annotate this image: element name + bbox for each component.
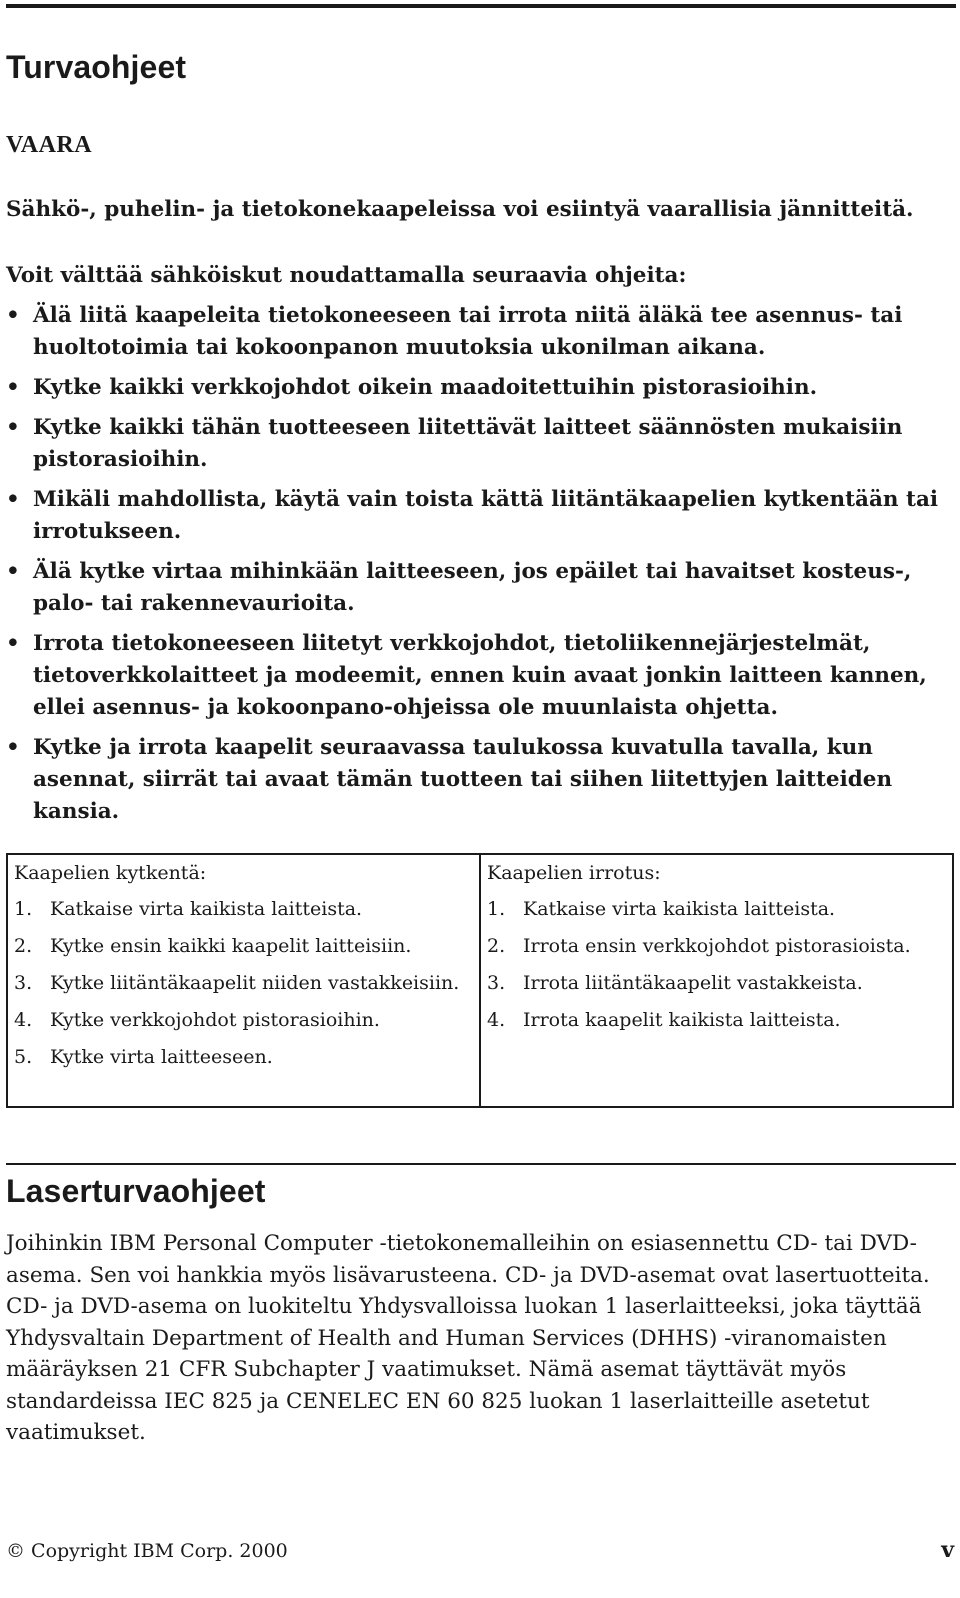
cable-table [6,853,954,1108]
cable-disconnect-step-number: 1. [487,898,506,920]
safety-bullet-item [6,732,951,828]
top-rule [6,4,956,8]
copyright-notice: © Copyright IBM Corp. 2000 [6,1540,288,1562]
bullet-marker: • [6,415,20,440]
cable-connect-step-text: Kytke virta laitteeseen. [50,1046,273,1068]
safety-bullet-list [6,300,951,836]
bullet-marker: • [6,559,20,584]
safety-bullet-item [6,556,951,620]
cable-connect-step-number: 2. [14,935,33,957]
cable-connect-column [8,855,481,1106]
cable-disconnect-step-text: Irrota liitäntäkaapelit vastakkeista. [523,972,863,994]
safety-bullet-text: Kytke kaikki tähän tuotteeseen liitettävät laitteet säännösten mukaisiin pistorasioihin. [33,415,903,472]
bullet-marker: • [6,631,20,656]
cable-disconnect-step-text: Katkaise virta kaikista laitteista. [523,898,836,920]
cable-disconnect-column [481,855,952,1106]
cable-connect-step [14,932,473,960]
cable-connect-step-text: Kytke liitäntäkaapelit niiden vastakkeisiin. [50,972,460,994]
danger-label: VAARA [6,132,93,158]
cable-connect-step [14,895,473,923]
page-number: v [941,1537,954,1563]
danger-warning: Sähkö-, puhelin- ja tietokonekaapeleissa voi esiintyä vaarallisia jännitteitä. [6,197,914,222]
safety-bullet-item [6,300,951,364]
cable-disconnect-step-number: 2. [487,935,506,957]
bullet-marker: • [6,303,20,328]
safety-title: Turvaohjeet [6,49,187,85]
cable-disconnect-heading: Kaapelien irrotus: [487,862,661,884]
cable-connect-step-number: 3. [14,972,33,994]
cable-connect-step [14,1006,473,1034]
laser-body: Joihinkin IBM Personal Computer -tietokonemalleihin on esiasennettu CD- tai DVD-asema. Sen voi hankkia myös lisävarusteena. CD- ja DVD-asemat ovat lasertuotteita. CD- ja DVD-asema on luokiteltu Yhdysvalloissa luokan 1 laserlaitteeksi, joka täyttää Yhdysvaltain Department of Health and Human Services (DHHS) -viranomaisten määräyksen 21 CFR Subchapter J vaatimukset. Nämä asemat täyttävät myös standardeissa IEC 825 ja CENELEC EN 60 825 luokan 1 laserlaitteille asetetut vaatimukset. [6,1231,930,1445]
bullet-marker: • [6,735,20,760]
safety-bullet-text: Kytke kaikki verkkojohdot oikein maadoitettuihin pistorasioihin. [33,375,818,400]
cable-disconnect-step-number: 3. [487,972,506,994]
safety-bullet-text: Kytke ja irrota kaapelit seuraavassa taulukossa kuvatulla tavalla, kun asennat, siirrät tai avaat tämän tuotteen tai siihen liitettyjen laitteiden kansia. [33,735,893,824]
safety-bullet-item [6,412,951,476]
cable-connect-heading: Kaapelien kytkentä: [14,862,207,884]
safety-intro: Voit välttää sähköiskut noudattamalla seuraavia ohjeita: [6,263,687,288]
bullet-marker: • [6,375,20,400]
safety-bullet-item [6,372,951,404]
cable-connect-step-text: Katkaise virta kaikista laitteista. [50,898,363,920]
safety-bullet-text: Älä kytke virtaa mihinkään laitteeseen, jos epäilet tai havaitset kosteus-, palo- tai rakennevaurioita. [33,559,912,616]
safety-bullet-item [6,484,951,548]
safety-bullet-text: Mikäli mahdollista, käytä vain toista kättä liitäntäkaapelien kytkentään tai irrotukseen. [33,487,939,544]
section-rule [6,1163,956,1165]
cable-connect-step [14,1043,473,1071]
cable-connect-step-number: 4. [14,1009,33,1031]
bullet-marker: • [6,487,20,512]
safety-bullet-text: Irrota tietokoneeseen liitetyt verkkojohdot, tietoliikennejärjestelmät, tietoverkkolaitteet ja modeemit, ennen kuin avaat jonkin laitteen kannen, ellei asennus- ja kokoonpano-ohjeissa ole muunlaista ohjetta. [33,631,927,720]
cable-connect-step-text: Kytke ensin kaikki kaapelit laitteisiin. [50,935,412,957]
safety-bullet-item [6,628,951,724]
cable-connect-step [14,969,473,997]
cable-disconnect-step [487,969,946,997]
laser-title: Laserturvaohjeet [6,1173,266,1209]
cable-connect-step-text: Kytke verkkojohdot pistorasioihin. [50,1009,380,1031]
cable-disconnect-step-text: Irrota ensin verkkojohdot pistorasioista. [523,935,911,957]
cable-disconnect-steps [487,895,946,1034]
cable-disconnect-step [487,1006,946,1034]
cable-disconnect-step [487,895,946,923]
cable-disconnect-step-number: 4. [487,1009,506,1031]
cable-connect-step-number: 1. [14,898,33,920]
cable-connect-steps [14,895,473,1071]
cable-connect-step-number: 5. [14,1046,33,1068]
cable-disconnect-step-text: Irrota kaapelit kaikista laitteista. [523,1009,841,1031]
safety-bullet-text: Älä liitä kaapeleita tietokoneeseen tai irrota niitä äläkä tee asennus- tai huoltotoimia tai kokoonpanon muutoksia ukonilman aikana. [33,303,903,360]
cable-disconnect-step [487,932,946,960]
